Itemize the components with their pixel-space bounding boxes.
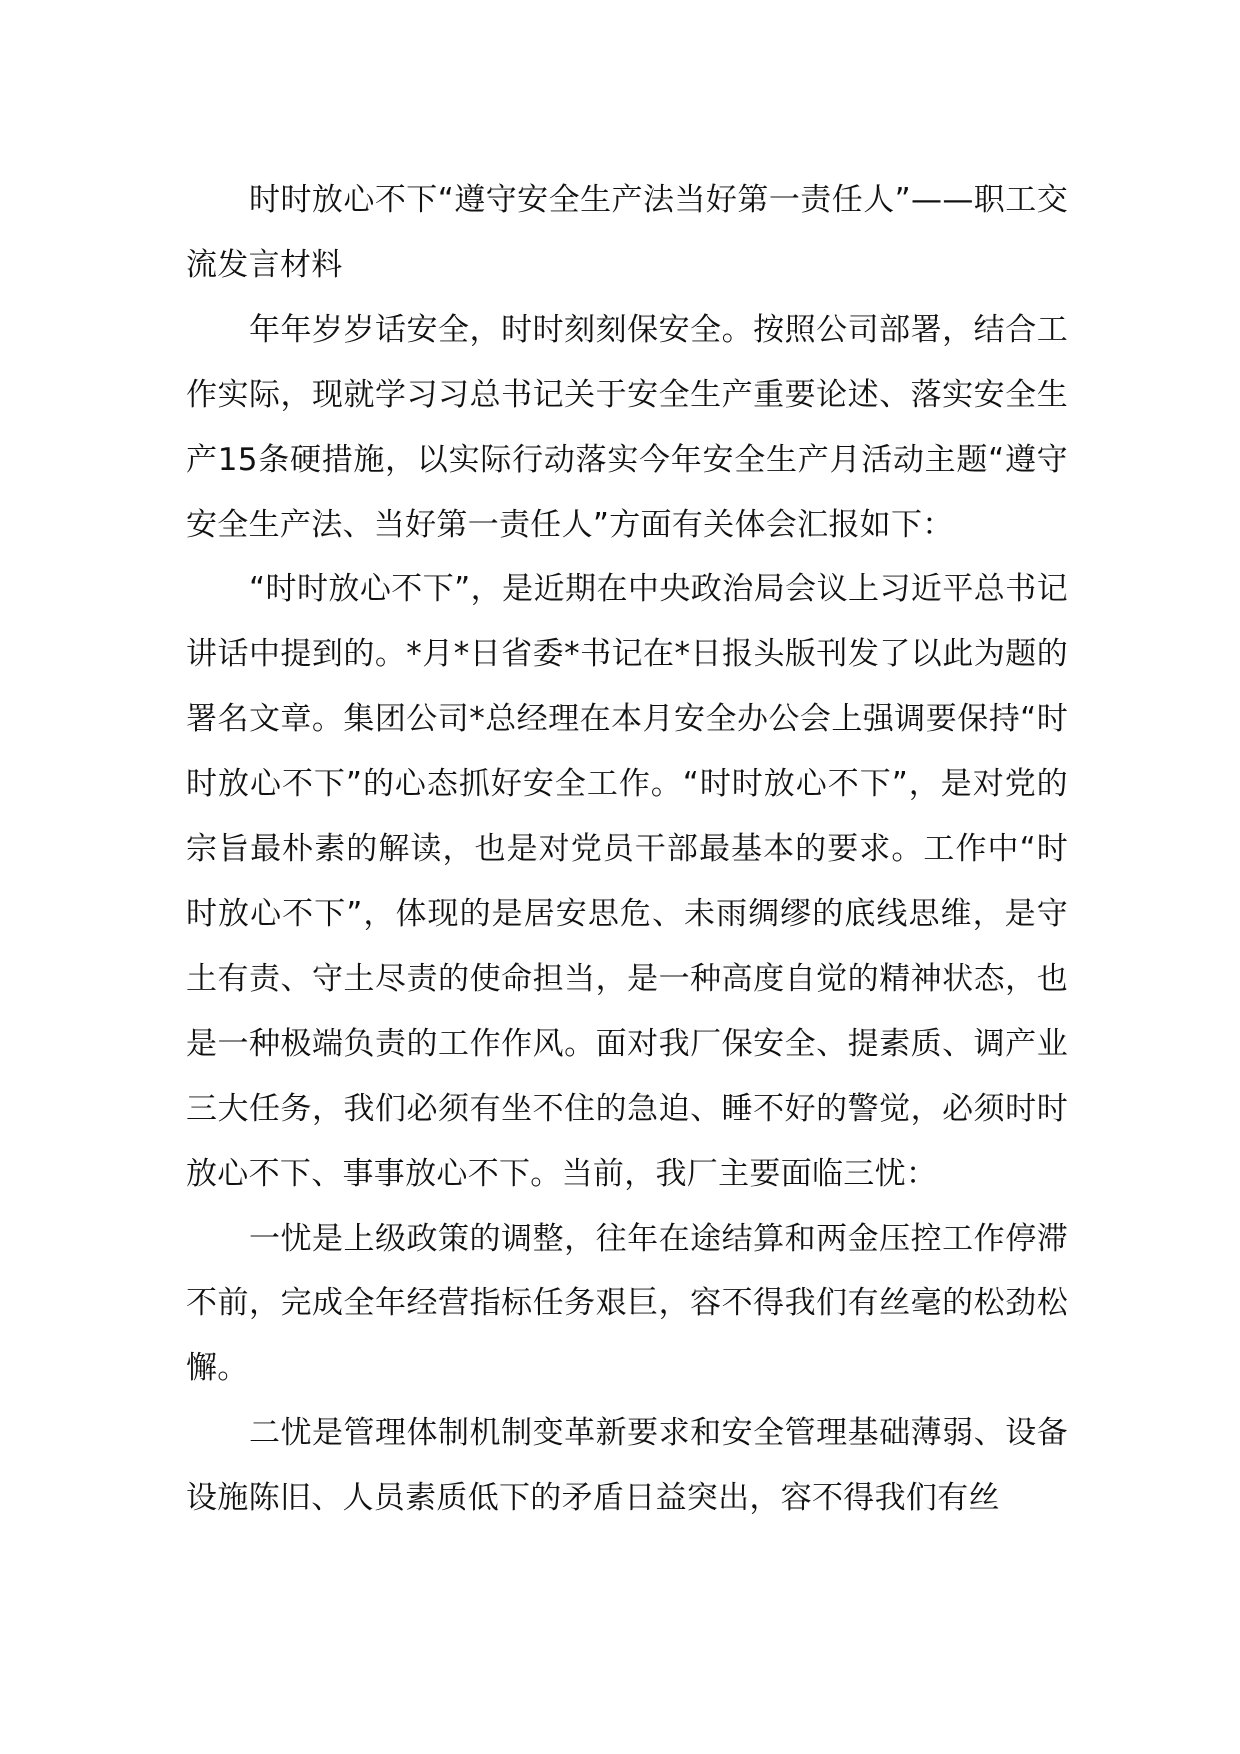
paragraph-first-worry: 一忧是上级政策的调整，往年在途结算和两金压控工作停滞不前，完成全年经营指标任务艰巨，容不得我们有丝毫的松劲松懈。 xyxy=(186,1220,1068,1387)
paragraph-intro: 年年岁岁话安全，时时刻刻保安全。按照公司部署，结合工作实际，现就学习习总书记关于安全生产重要论述、落实安全生产15条硬措施，以实际行动落实今年安全生产月活动主题“遵守安全生产法、当好第一责任人”方面有关体会汇报如下： xyxy=(186,311,1068,543)
document-title: 时时放心不下“遵守安全生产法当好第一责任人”——职工交流发言材料 xyxy=(186,182,1068,283)
document-body xyxy=(186,168,1068,1531)
paragraph-worry-overview: “时时放心不下”，是近期在中央政治局会议上习近平总书记讲话中提到的。*月*日省委*书记在*日报头版刊发了以此为题的署名文章。集团公司*总经理在本月安全办公会上强调要保持“时时放心不下”的心态抓好安全工作。“时时放心不下”，是对党的宗旨最朴素的解读，也是对党员干部最基本的要求。工作中“时时放心不下”，体现的是居安思危、未雨绸缪的底线思维，是守土有责、守土尽责的使命担当，是一种高度自觉的精神状态，也是一种极端负责的工作作风。面对我厂保安全、提素质、调产业三大任务，我们必须有坐不住的急迫、睡不好的警觉，必须时时放心不下、事事放心不下。当前，我厂主要面临三忧： xyxy=(186,571,1068,1192)
paragraph-second-worry: 二忧是管理体制机制变革新要求和安全管理基础薄弱、设备设施陈旧、人员素质低下的矛盾日益突出，容不得我们有丝 xyxy=(186,1415,1068,1517)
